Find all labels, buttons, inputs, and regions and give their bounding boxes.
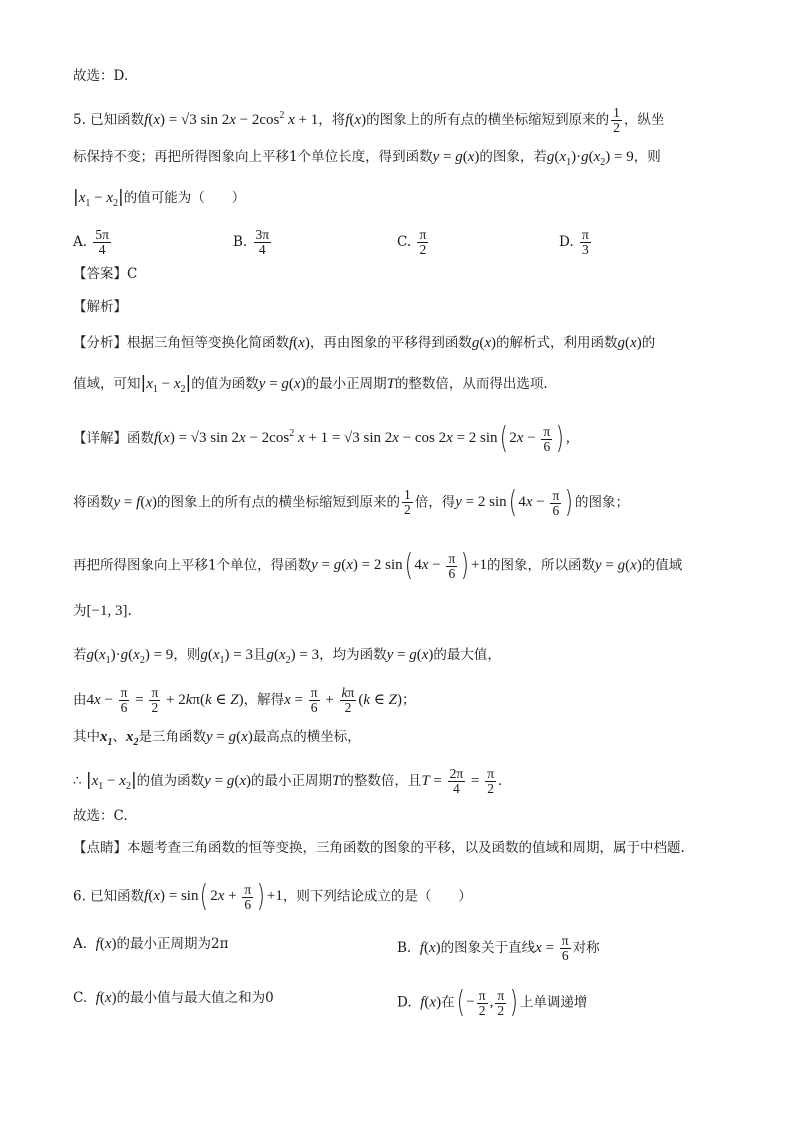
fenxi2-c: 的最小正周期 bbox=[305, 376, 387, 392]
step7-c: 的最小正周期 bbox=[250, 772, 332, 789]
step4-d: ，均为函数 bbox=[319, 647, 387, 663]
step6-b: 是三角函数 bbox=[138, 729, 206, 745]
fenxi-b: ，再由图象的平移得到函数 bbox=[309, 335, 472, 351]
option-label: D. bbox=[559, 234, 574, 250]
q5-xiangjie-line: 【详解】函数f(x) = √3 $\sin 2x - 2\cos^2$ x + 1 = √3 sin 2x − cos 2x = 2 sin( 2x − $\frac{\pi}{6}$ ) , bbox=[73, 421, 570, 456]
step7-d: 的整数倍，且 bbox=[340, 772, 422, 789]
fenxi-a: 【分析】根据三角恒等变换化简函数 bbox=[73, 335, 289, 351]
therefore-symbol: ∴ bbox=[73, 772, 82, 789]
option-text-a: 在 bbox=[441, 994, 455, 1011]
step5-c: ； bbox=[402, 691, 416, 708]
step1-c: 倍，得 bbox=[414, 494, 456, 511]
fenxi2-b: 的值为函数 bbox=[191, 376, 259, 392]
q5-stem-line2-b: 的图象，若 bbox=[479, 149, 547, 165]
q6-stem-b: ，则下列结论成立的是（ ） bbox=[282, 888, 472, 905]
q5-stem-line3: $|x_1 - x_2|$的值可能为（ ） bbox=[73, 187, 246, 209]
step4-a: 若 bbox=[73, 647, 87, 663]
step1-b: 的图象上的所有点的横坐标缩短到原来的 bbox=[156, 494, 400, 511]
q5-analysis-heading: 【解析】 bbox=[73, 299, 127, 315]
q6-option-b[interactable]: B. f(x)的图象关于直线x = $\frac{\pi}{6}$ 对称 bbox=[397, 933, 600, 963]
q4-conclusion: 故选：D. bbox=[73, 68, 129, 84]
q6-stem-a: 6. 已知函数 bbox=[73, 888, 145, 905]
fenxi-c: 的解析式，利用函数 bbox=[496, 335, 618, 351]
step4-b: ，则 bbox=[173, 647, 201, 663]
q6-option-a[interactable]: A. f(x)的最小正周期为2π bbox=[73, 936, 229, 952]
fenxi-d: 的 bbox=[641, 335, 656, 351]
option-label: A. bbox=[73, 936, 88, 952]
q5-step6: 其中$x_1$、$x_2$是三角函数y = g(x)最高点的横坐标， bbox=[73, 729, 361, 748]
q5-fenxi-line2: 值域，可知$|x_1 - x_2|$的值为函数y = g(x)的最小正周期T的整数倍，从而得出选项. bbox=[73, 373, 548, 395]
option-label: C. bbox=[397, 234, 412, 250]
q5-step2: 再把所得图象向上平移1个单位，得函数y = g(x) = 2 sin( 4x − $\frac{\pi}{6}$ ) +1的图象，所以函数y = g(x)的值域 bbox=[73, 548, 683, 583]
option-fraction: $\frac{5\pi}{4}$ bbox=[95, 227, 109, 257]
option-text-b: 上单调递增 bbox=[519, 994, 588, 1011]
q5-stem-part2: ，将 bbox=[318, 112, 346, 128]
q5-stem-line1: 5. 已知函数f(x) = √3 $\sin 2x - 2\cos^2$ x + 1，将f(x)的图象上的所有点的横坐标缩短到原来的 $\frac{1}{2}$ ，纵坐 bbox=[73, 105, 665, 135]
step5-a: 由 bbox=[73, 691, 87, 708]
option-label: D. bbox=[397, 994, 412, 1011]
q5-option-b[interactable] bbox=[233, 228, 273, 257]
q5-stem-line2-c: ，则 bbox=[633, 149, 661, 165]
step2-b: 的图象，所以函数 bbox=[487, 557, 595, 574]
option-text: 的最小正周期为2π bbox=[116, 936, 229, 952]
q6-stem: 6. 已知函数f(x) = sin( 2x + $\frac{\pi}{6}$ ) +1，则下列结论成立的是（ ） bbox=[73, 879, 472, 914]
option-label: C. bbox=[73, 990, 88, 1006]
q5-stem-line2-a: 标保持不变；再把所得图象向上平移1个单位长度，得到函数 bbox=[73, 149, 433, 165]
option-text: 的最小值与最大值之和为0 bbox=[116, 990, 274, 1006]
step6-c: 最高点的横坐标， bbox=[252, 729, 361, 745]
step2-c: 的值域 bbox=[641, 557, 683, 574]
q5-answer: 【答案】C bbox=[73, 266, 138, 282]
step3-a: 为 bbox=[73, 603, 87, 619]
fenxi2-a: 值域，可知 bbox=[73, 376, 141, 392]
q5-fenxi-line1: 【分析】根据三角恒等变换化简函数f(x)，再由图象的平移得到函数g(x)的解析式，利用函数g(x)的 bbox=[73, 335, 656, 351]
q5-option-a[interactable] bbox=[73, 228, 113, 257]
step1-a: 将函数 bbox=[73, 494, 114, 511]
option-label: B. bbox=[233, 234, 248, 250]
step4-c: 且 bbox=[252, 647, 267, 663]
option-label: B. bbox=[397, 939, 412, 956]
step1-d: 的图象； bbox=[575, 494, 630, 511]
range-value: [−1, 3] bbox=[86, 603, 128, 619]
option-label: A. bbox=[73, 234, 88, 250]
step2-a: 再把所得图象向上平移1个单位，得函数 bbox=[73, 557, 312, 574]
frac-one-half: $\frac{1}{2}$ bbox=[613, 105, 620, 135]
option-fraction: $\frac{\pi}{2}$ bbox=[419, 227, 427, 257]
option-text-b: 对称 bbox=[572, 939, 600, 956]
q6-option-d[interactable]: D. f(x)在( − $\frac{\pi}{2}$ , $\frac{\pi}{2}$ ) 上单调递增 bbox=[397, 985, 588, 1020]
q5-option-d[interactable] bbox=[559, 228, 593, 257]
option-fraction: $\frac{3\pi}{4}$ bbox=[255, 227, 270, 257]
option-fraction: $\frac{\pi}{3}$ bbox=[581, 227, 589, 257]
q5-option-c[interactable] bbox=[397, 228, 430, 257]
step7-b: 的值为函数 bbox=[136, 772, 205, 789]
q6-option-c[interactable]: C. f(x)的最小值与最大值之和为0 bbox=[73, 990, 274, 1006]
step5-b: ，解得 bbox=[243, 691, 285, 708]
q5-stem-line2: 标保持不变；再把所得图象向上平移1个单位长度，得到函数y = g(x)的图象，若$g(x_1)\cdot g(x_2) = 9$，则 bbox=[73, 149, 661, 168]
xiangjie-a: 【详解】函数 bbox=[73, 430, 154, 447]
q5-stem-line3-text: 的值可能为（ ） bbox=[123, 190, 246, 206]
step6-a: 其中 bbox=[73, 729, 100, 745]
fenxi2-d: 的整数倍，从而得出选项. bbox=[394, 376, 548, 392]
q5-stem-part4: ，纵坐 bbox=[623, 112, 665, 128]
q5-step5: 由4x − $\frac{\pi}{6}$ = $\frac{\pi}{2}$ + 2kπ(k ∈ Z)，解得x = $\frac{\pi}{6}$ + $\frac{k\pi}{2}$ (k ∈ Z)； bbox=[73, 685, 416, 715]
q5-stem-intro: 5. 已知函数 bbox=[73, 112, 145, 128]
q5-step1: 将函数y = f(x)的图象上的所有点的横坐标缩短到原来的 $\frac{1}{2}$ 倍，得y = 2 sin( 4x − $\frac{\pi}{6}$ ) 的图象； bbox=[73, 485, 630, 520]
q5-step7: ∴ $|x_1 - x_2|$的值为函数y = g(x)的最小正周期T的整数倍，且T = $\frac{2\pi}{4}$ = $\frac{\pi}{2}$ . bbox=[73, 766, 502, 796]
q5-step3: 为[−1, 3]. bbox=[73, 603, 132, 619]
step4-e: 的最大值， bbox=[433, 647, 501, 663]
q5-stem-part3: 的图象上的所有点的横坐标缩短到原来的 bbox=[366, 112, 610, 128]
q5-conclusion: 故选：C. bbox=[73, 808, 128, 824]
option-text-a: 的图象关于直线 bbox=[440, 939, 536, 956]
q5-dianjing: 【点睛】本题考查三角函数的恒等变换，三角函数的图象的平移，以及函数的值域和周期，属于中档题. bbox=[73, 840, 685, 856]
q5-step4: 若$g(x_1)\cdot g(x_2) = 9$，则$g(x_1) = 3$且$g(x_2) = 3$，均为函数y = g(x)的最大值， bbox=[73, 647, 501, 666]
